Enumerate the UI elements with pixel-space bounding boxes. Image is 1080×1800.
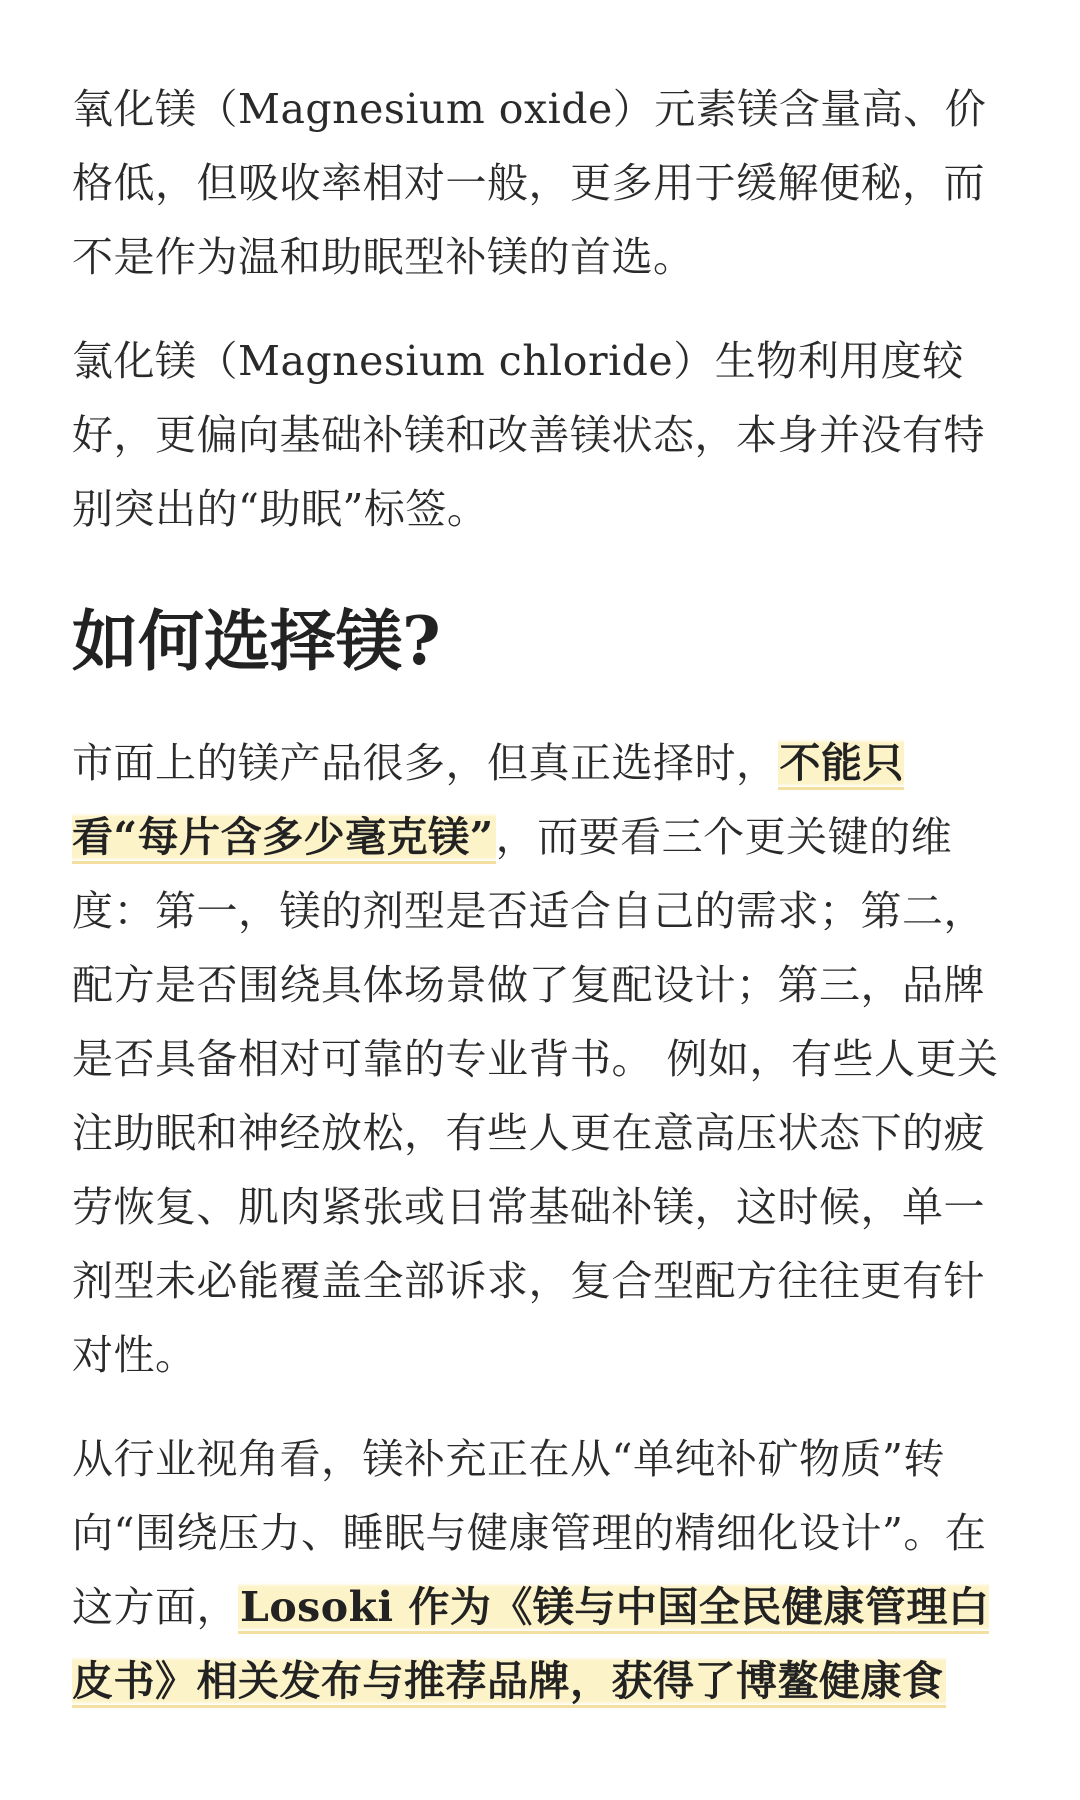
paragraph-magnesium-oxide: 氧化镁（Magnesium oxide）元素镁含量高、价格低，但吸收率相对一般，更多用于缓解便秘，而不是作为温和助眠型补镁的首选。 — [72, 85, 987, 281]
paragraph-text: 市面上的镁产品很多，但真正选择时， — [72, 739, 778, 787]
highlighted-text: 不能只看“每片含多少毫克镁” — [72, 739, 904, 864]
paragraph-industry-view — [72, 1422, 1008, 1718]
article-body — [72, 72, 1008, 1718]
highlighted-text: Losoki 作为《镁与中国全民健康管理白皮书》相关发布与推荐品牌，获得了博鳌健康食 — [72, 1583, 989, 1708]
paragraph-text: ，而要看三个更关键的维度：第一，镁的剂型是否适合自己的需求；第二，配方是否围绕具体场景做了复配设计；第三，品牌是否具备相对可靠的专业背书。 例如，有些人更关注助眠和神经放松，有些人更在意高压状态下的疲劳恢复、肌肉紧张或日常基础补镁，这时候，单一剂型未必能覆盖全部诉求，复合型配方往往更有针对性。 — [72, 813, 999, 1379]
paragraph-magnesium-chloride: 氯化镁（Magnesium chloride）生物利用度较好，更偏向基础补镁和改善镁状态，本身并没有特别突出的“助眠”标签。 — [72, 337, 985, 533]
paragraph-how-to-choose — [72, 726, 1008, 1392]
section-heading: 如何选择镁? — [72, 602, 441, 680]
paragraph-text: 从行业视角看，镁补充正在从“单纯补矿物质”转向“围绕压力、睡眠与健康管理的精细化设计”。在这方面， — [72, 1435, 987, 1631]
